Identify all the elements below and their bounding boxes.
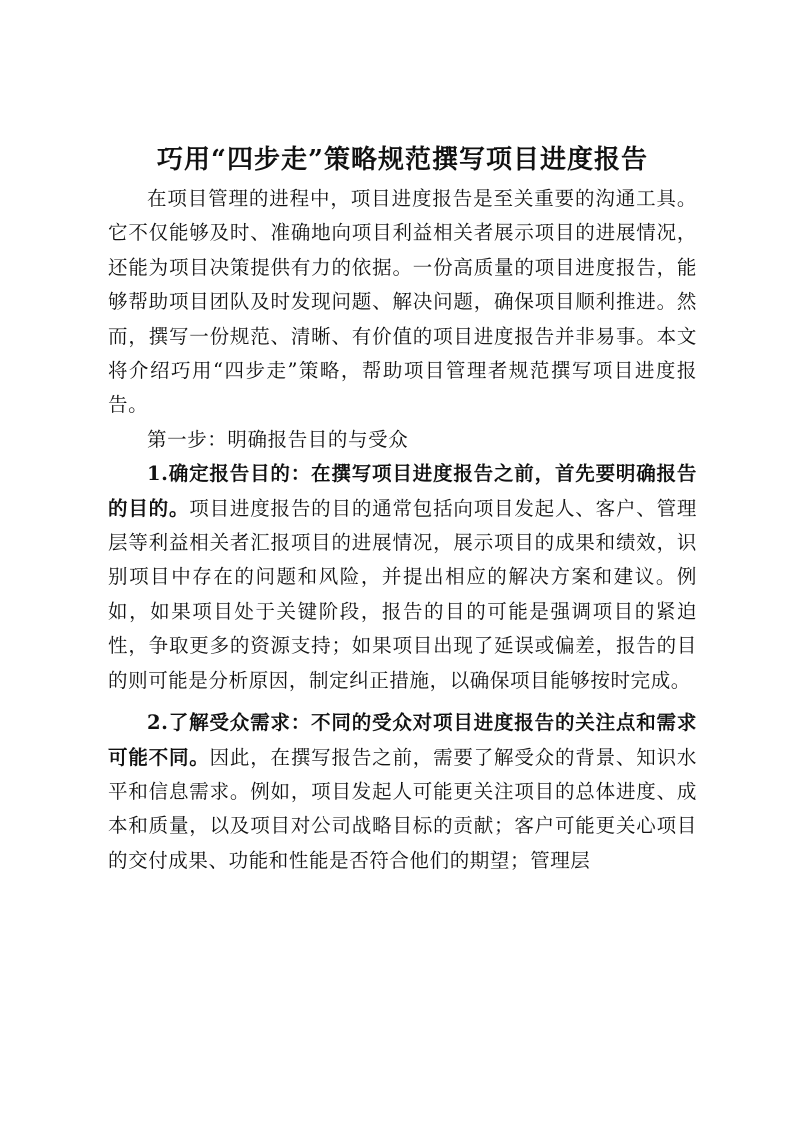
- point2-lead: 2.了解受众需求：不同的受众对项目进度报告的关注点和需求可能不同。: [108, 711, 697, 769]
- point1-paragraph: [108, 457, 697, 698]
- point2-paragraph: [108, 706, 697, 878]
- point1-lead: 1.确定报告目的：在撰写项目进度报告之前，首先要明确报告的目的。: [108, 462, 697, 520]
- step1-heading: 第一步：明确报告目的与受众: [147, 427, 409, 451]
- intro-paragraph: 在项目管理的进程中，项目进度报告是至关重要的沟通工具。它不仅能够及时、准确地向项目利益相关者展示项目的进展情况，还能为项目决策提供有力的依据。一份高质量的项目进度报告，能够帮助项目团队及时发现问题、解决问题，确保项目顺利推进。然而，撰写一份规范、清晰、有价值的项目进度报告并非易事。本文将介绍巧用“四步走”策略，帮助项目管理者规范撰写项目进度报告。: [108, 187, 697, 417]
- document-title: 巧用“四步走”策略规范撰写项目进度报告: [157, 145, 648, 175]
- point1-body: 项目进度报告的目的通常包括向项目发起人、客户、管理层等利益相关者汇报项目的进展情况，展示项目的成果和绩效，识别项目中存在的问题和风险，并提出相应的解决方案和建议。例如，如果项目处于关键阶段，报告的目的可能是强调项目的紧迫性，争取更多的资源支持；如果项目出现了延误或偏差，报告的目的则可能是分析原因，制定纠正措施，以确保项目能够按时完成。: [108, 496, 697, 692]
- point2-body: 因此，在撰写报告之前，需要了解受众的背景、知识水平和信息需求。例如，项目发起人可能更关注项目的总体进度、成本和质量，以及项目对公司战略目标的贡献；客户可能更关心项目的交付成果、功能和性能是否符合他们的期望；管理层: [108, 745, 697, 872]
